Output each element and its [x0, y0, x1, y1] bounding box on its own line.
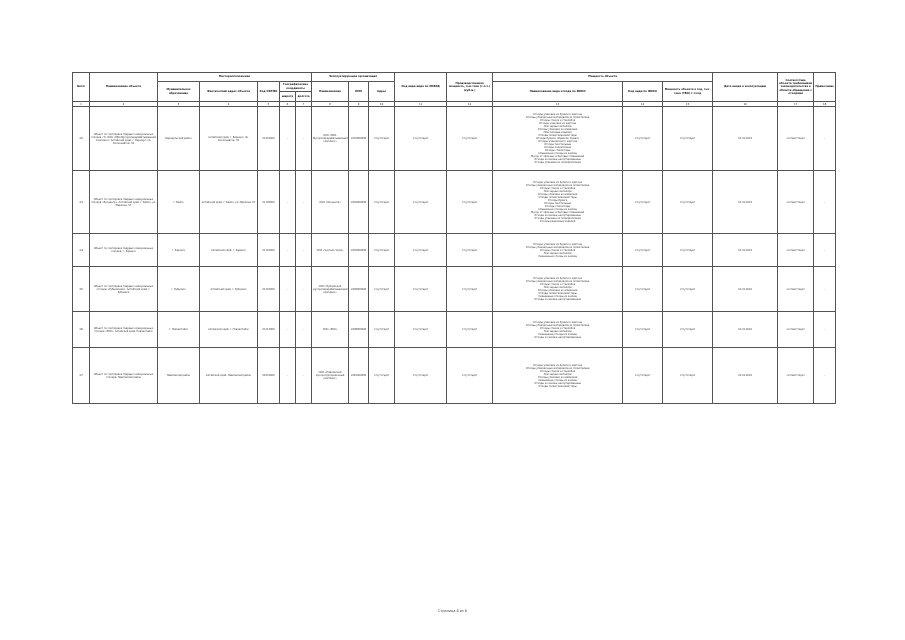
- waste-item: Отходы стекла и стеклобоя: [540, 283, 576, 286]
- waste-item: Мусор от офисных и бытовых помещений: [531, 211, 585, 214]
- cell-activity: отсутствует: [395, 348, 447, 404]
- header-inn: ИНН: [349, 82, 369, 102]
- waste-item: Отходы стекла и стеклобоя: [540, 248, 576, 252]
- header-address: Фактический адрес объекта: [200, 82, 258, 102]
- cell-municipality: г. Рубцовск: [158, 267, 200, 312]
- cell-lat: -: [280, 348, 296, 404]
- header-capacity: Мощность объекта в год, тыс. тонн (ТБО) т.т/год: [663, 82, 713, 102]
- header-location-group: Месторасположение: [158, 73, 312, 82]
- waste-item: Отходы полиэтиленовой тары: [538, 134, 577, 137]
- cell-num: 12: [73, 107, 90, 171]
- cell-code: отсутствует: [623, 312, 663, 348]
- cell-lat: -: [280, 267, 296, 312]
- cell-lon: -: [296, 348, 312, 404]
- cell-notes: -: [814, 348, 836, 404]
- waste-item: Отходы из жилищ несортированные: [534, 381, 581, 385]
- cell-name: Объект по сортировке твердых коммунальных отходов «Т» ООО «ЭКО-Мусороперерабатывающий комплекс», Алтайский край, г. Барнаул, пр. Космонавтов, 34: [90, 107, 158, 171]
- cell-ecology: соответствует: [778, 348, 814, 404]
- header-op-name: Наименование: [312, 82, 349, 102]
- cell-address: Алтайский край, г. Рубцовск: [200, 267, 258, 312]
- waste-item: Отходы из жилищ несортированные: [534, 335, 581, 339]
- cell-activity: отсутствует: [395, 171, 447, 234]
- cell-op-address: отсутствует: [369, 312, 395, 348]
- cell-inn: 2208000000: [349, 312, 369, 348]
- waste-item: Отходы полиэтиленовой тары: [538, 196, 577, 199]
- header-lon: долгота: [296, 92, 312, 102]
- table-body: [73, 107, 836, 404]
- col-index: 14: [623, 102, 663, 107]
- cell-inn: 2204000000: [349, 171, 369, 234]
- col-index: 16: [713, 102, 778, 107]
- cell-op-address: отсутствует: [369, 107, 395, 171]
- header-waste-code: Код вида по ФККО: [623, 82, 663, 102]
- col-index: 5: [258, 102, 280, 107]
- waste-item: Отходы упаковочных материалов из полиэтилена: [525, 323, 590, 327]
- waste-item: Отходы текстильные: [544, 202, 572, 205]
- waste-item: Лом черных металлов: [543, 251, 572, 255]
- cell-ecology: соответствует: [778, 107, 814, 171]
- waste-item: Отходы упаковочных материалов из полиэтилена: [525, 366, 590, 370]
- cell-code: отсутствует: [623, 267, 663, 312]
- header-oktmo: Код ОКТМО: [258, 82, 280, 102]
- cell-ecology: соответствует: [778, 267, 814, 312]
- header-object-name: Наименование объекта: [90, 73, 158, 102]
- cell-lon: -: [296, 171, 312, 234]
- col-index: 10: [369, 102, 395, 107]
- cell-operator: ООО «ЭКО-Мусороперерабатывающий комплекс»: [312, 107, 349, 171]
- cell-name: Объект по сортировке твердых коммунальных отходов «Экоцентр», Алтайский край, г. Бийск, ул. Мерлина, 57: [90, 171, 158, 234]
- cell-notes: -: [814, 312, 836, 348]
- cell-name: Объект по сортировке твердых коммунальных отходов «ЭКО», Алтайский край, Новоалтайск: [90, 312, 158, 348]
- cell-class: отсутствует: [447, 267, 493, 312]
- cell-lon: -: [296, 107, 312, 171]
- table-row: [73, 107, 836, 171]
- waste-item: Отходы упаковки из бумаги и картона: [533, 242, 583, 246]
- cell-inn: 2261000000: [349, 348, 369, 404]
- waste-item: Отходы упаковки из картона: [539, 122, 577, 125]
- cell-address: Алтайский край, г. Заринск: [200, 234, 258, 267]
- cell-num: 15: [73, 267, 90, 312]
- cell-address: Алтайский край, г. Бийск, ул. Мерлина, 57: [200, 171, 258, 234]
- cell-lat: -: [280, 234, 296, 267]
- col-index: 18: [814, 102, 836, 107]
- cell-activity: отсутствует: [395, 234, 447, 267]
- cell-code: отсутствует: [623, 107, 663, 171]
- cell-num: 16: [73, 312, 90, 348]
- cell-operator: ООО «Рубцовский мусороперерабатывающий комплекс»: [312, 267, 349, 312]
- col-index: 6: [280, 102, 296, 107]
- cell-notes: -: [814, 107, 836, 171]
- col-index: 1: [73, 102, 90, 107]
- waste-item: Отходы упаковки из полипропилена: [534, 217, 581, 220]
- cell-lon: -: [296, 312, 312, 348]
- cell-oktmo: 01401000: [258, 107, 280, 171]
- header-notes: Примечание: [814, 73, 836, 102]
- cell-capacity: отсутствует: [663, 107, 713, 171]
- waste-item: Отходы полиэтиленовой тары: [538, 292, 577, 295]
- cell-operator: ООО «Экоцентр»: [312, 171, 349, 234]
- waste-item: Отходы упаковки из бумаги и картона: [533, 277, 583, 280]
- waste-item: Отходы стекла и стеклобоя: [540, 187, 576, 190]
- cell-date: 01.01.2019: [713, 267, 778, 312]
- table-row: [73, 234, 836, 267]
- col-index: 12: [447, 102, 493, 107]
- waste-item: Лом черных металлов: [543, 372, 572, 376]
- cell-code: отсутствует: [623, 234, 663, 267]
- waste-item: Отходы стекла и стеклобоя: [540, 326, 576, 330]
- waste-item: Отходы упаковки из бумаги и картона: [533, 113, 583, 116]
- cell-op-address: отсутствует: [369, 234, 395, 267]
- header-activity-code: Код вида вида по ОКВЭД: [395, 73, 447, 102]
- waste-item: Отходы текстильные: [544, 143, 572, 146]
- col-index: 13: [493, 102, 623, 107]
- cell-ecology: соответствует: [778, 234, 814, 267]
- waste-item: Отходы упаковки из бумаги и картона: [533, 320, 583, 324]
- cell-activity: отсутствует: [395, 267, 447, 312]
- header-coords-group: Географические координаты: [280, 82, 312, 92]
- waste-item: Лом черных металлов: [543, 286, 572, 289]
- cell-address: Алтайский край, Павловский район: [200, 348, 258, 404]
- cell-ecology: соответствует: [778, 312, 814, 348]
- cell-lon: -: [296, 234, 312, 267]
- cell-municipality: г. Заринск: [158, 234, 200, 267]
- waste-item: Смешанные отходы из жилищ: [538, 208, 577, 211]
- waste-item: Смешанные отходы из жилищ: [538, 152, 577, 155]
- table-row: [73, 312, 836, 348]
- table-row: [73, 348, 836, 404]
- cell-operator: ООО «ЭКО»: [312, 312, 349, 348]
- registry-table: [72, 72, 836, 404]
- cell-notes: -: [814, 234, 836, 267]
- cell-code: отсутствует: [623, 348, 663, 404]
- cell-class: отсутствует: [447, 234, 493, 267]
- cell-lon: -: [296, 267, 312, 312]
- waste-item: Отходы упаковки из бумаги и картона: [533, 363, 583, 367]
- waste-item: Лом черных металлов: [543, 190, 572, 193]
- cell-oktmo: 01716000: [258, 267, 280, 312]
- waste-item: Отходы упаковки из бумаги и картона: [533, 181, 583, 184]
- cell-inn: 2205000000: [349, 234, 369, 267]
- waste-item: Отходы полиэтиленовой тары: [538, 384, 577, 388]
- cell-class: отсутствует: [447, 348, 493, 404]
- cell-waste: [493, 107, 623, 171]
- cell-lat: -: [280, 312, 296, 348]
- cell-class: отсутствует: [447, 107, 493, 171]
- cell-address: Алтайский край, г. Барнаул, пр. Космонавтов, 34: [200, 107, 258, 171]
- cell-capacity: отсутствует: [663, 234, 713, 267]
- cell-code: отсутствует: [623, 171, 663, 234]
- cell-lat: -: [280, 171, 296, 234]
- cell-inn: 2209000000: [349, 267, 369, 312]
- cell-waste: [493, 312, 623, 348]
- waste-item: Отходы стекла и стеклобоя: [540, 119, 576, 122]
- waste-item: Отходы стекла и стеклобоя: [540, 369, 576, 373]
- cell-date: 01.01.2019: [713, 107, 778, 171]
- waste-item: Отходы упаковочных материалов из полиэтилена: [525, 245, 590, 249]
- page-footer: Страница 8 из 8: [438, 609, 467, 613]
- cell-municipality: Павловский район: [158, 348, 200, 404]
- col-index: 11: [395, 102, 447, 107]
- cell-lat: -: [280, 107, 296, 171]
- col-index: 2: [90, 102, 158, 107]
- header-operator-group: Эксплуатирующая организация: [312, 73, 395, 82]
- table-header: [73, 73, 836, 107]
- cell-name: Объект по сортировке твердых коммунальных отходов, г. Заринск: [90, 234, 158, 267]
- cell-date: 01.01.2019: [713, 171, 778, 234]
- waste-item: Отходы стеклотары: [544, 205, 571, 208]
- header-waste-group: Мощность объекта: [493, 73, 713, 82]
- waste-item: Смешанные отходы из жилищ: [538, 332, 577, 336]
- cell-address: Алтайский край, г. Новоалтайск: [200, 312, 258, 348]
- header-ecology: Соответствие объекта требованиям законодательства в области обращения с отходами: [778, 73, 814, 102]
- header-start-date: Дата ввода в эксплуатацию: [713, 73, 778, 102]
- cell-name: Объект по сортировке твердых коммунальных отходов, Павловский район: [90, 348, 158, 404]
- cell-inn: 2222000000: [349, 107, 369, 171]
- waste-item: Отходы упаковочных материалов из полиэтилена: [525, 280, 590, 283]
- waste-item: Отходы полиэтилена: [544, 146, 572, 149]
- waste-item: Отходы упаковки из полипропилена: [534, 161, 581, 164]
- col-index: 3: [158, 102, 200, 107]
- cell-capacity: отсутствует: [663, 348, 713, 404]
- cell-operator: ООО «Чистый город»: [312, 234, 349, 267]
- header-waste-class: Производственная мощность, тыс.тонн (т.л.т.) (куб.м.): [447, 73, 493, 102]
- cell-name: Объект по сортировке твердых коммунальных отходов «Рубцовский», Алтайский край, г. Рубцовск: [90, 267, 158, 312]
- waste-item: Отходы из жилищ несортированные: [534, 158, 581, 161]
- cell-date: 01.01.2019: [713, 348, 778, 404]
- cell-activity: отсутствует: [395, 107, 447, 171]
- cell-class: отсутствует: [447, 312, 493, 348]
- cell-waste: [493, 171, 623, 234]
- cell-class: отсутствует: [447, 171, 493, 234]
- waste-item: Отходы упаковки из алюминия: [537, 128, 578, 131]
- cell-waste: [493, 234, 623, 267]
- col-index: 9: [349, 102, 369, 107]
- waste-item: Отходы упаковки из алюминия: [537, 375, 578, 379]
- cell-num: 14: [73, 234, 90, 267]
- cell-waste: [493, 348, 623, 404]
- waste-item: Отходы стеклотары: [544, 149, 571, 152]
- header-op-address: Адрес: [369, 82, 395, 102]
- cell-capacity: отсутствует: [663, 171, 713, 234]
- waste-item: Лом черных металлов: [543, 125, 572, 128]
- col-index: 4: [200, 102, 258, 107]
- cell-capacity: отсутствует: [663, 267, 713, 312]
- cell-op-address: отсутствует: [369, 348, 395, 404]
- header-municipality: Муниципальное образование: [158, 82, 200, 102]
- waste-item: Отходы упаковочных материалов из полиэтилена: [525, 184, 590, 187]
- cell-op-address: отсутствует: [369, 171, 395, 234]
- waste-item: Лом черных металлов: [543, 329, 572, 333]
- cell-activity: отсутствует: [395, 312, 447, 348]
- col-index: 15: [663, 102, 713, 107]
- cell-oktmo: 01710000: [258, 234, 280, 267]
- waste-item: Отходы бумаги: [547, 199, 568, 202]
- waste-item: Отходы резиновых изделий: [539, 220, 576, 223]
- waste-item: Смешанные отходы из жилищ: [538, 295, 577, 298]
- header-lat: широта: [280, 92, 296, 102]
- waste-item: Отходы упаковки из алюминия: [537, 289, 578, 292]
- cell-num: 13: [73, 171, 90, 234]
- table-row: [73, 171, 836, 234]
- col-index: 17: [778, 102, 814, 107]
- cell-oktmo: 01705000: [258, 171, 280, 234]
- cell-capacity: отсутствует: [663, 312, 713, 348]
- cell-date: 01.01.2019: [713, 234, 778, 267]
- waste-item: Отходы из жилищ несортированные: [534, 298, 581, 301]
- waste-item: Мусор от офисных и бытовых помещений: [531, 155, 585, 158]
- cell-op-address: отсутствует: [369, 267, 395, 312]
- header-row-num: №п/п: [73, 73, 90, 102]
- cell-num: 17: [73, 348, 90, 404]
- waste-item: Пластиковые изделия: [543, 131, 572, 134]
- waste-item: Отходы бумаги, обрезков, бумаги: [536, 137, 580, 140]
- cell-oktmo: 01713000: [258, 312, 280, 348]
- cell-waste: [493, 267, 623, 312]
- cell-ecology: соответствует: [778, 171, 814, 234]
- table-row: [73, 267, 836, 312]
- waste-item: Смешанные отходы из жилищ: [538, 378, 577, 382]
- waste-item: Отходы упаковочного картона: [538, 140, 578, 143]
- waste-item: Отходы упаковки из алюминия: [537, 193, 578, 196]
- col-index: 7: [296, 102, 312, 107]
- waste-item: Смешанные отходы из жилищ: [538, 254, 577, 258]
- waste-item: Отходы упаковочных материалов из полиэтилена: [525, 116, 590, 119]
- col-index: 8: [312, 102, 349, 107]
- cell-operator: ООО «Павловский мусоросортировочный комплекс»: [312, 348, 349, 404]
- header-waste-name: Наименование вида отхода по ФККО: [493, 82, 623, 102]
- cell-municipality: г. Новоалтайск: [158, 312, 200, 348]
- cell-notes: -: [814, 171, 836, 234]
- cell-date: 01.01.2019: [713, 312, 778, 348]
- cell-municipality: Барнаульский район: [158, 107, 200, 171]
- cell-oktmo: 01631000: [258, 348, 280, 404]
- cell-notes: -: [814, 267, 836, 312]
- waste-item: Отходы из жилищ несортированные: [534, 214, 581, 217]
- cell-municipality: г. Бийск: [158, 171, 200, 234]
